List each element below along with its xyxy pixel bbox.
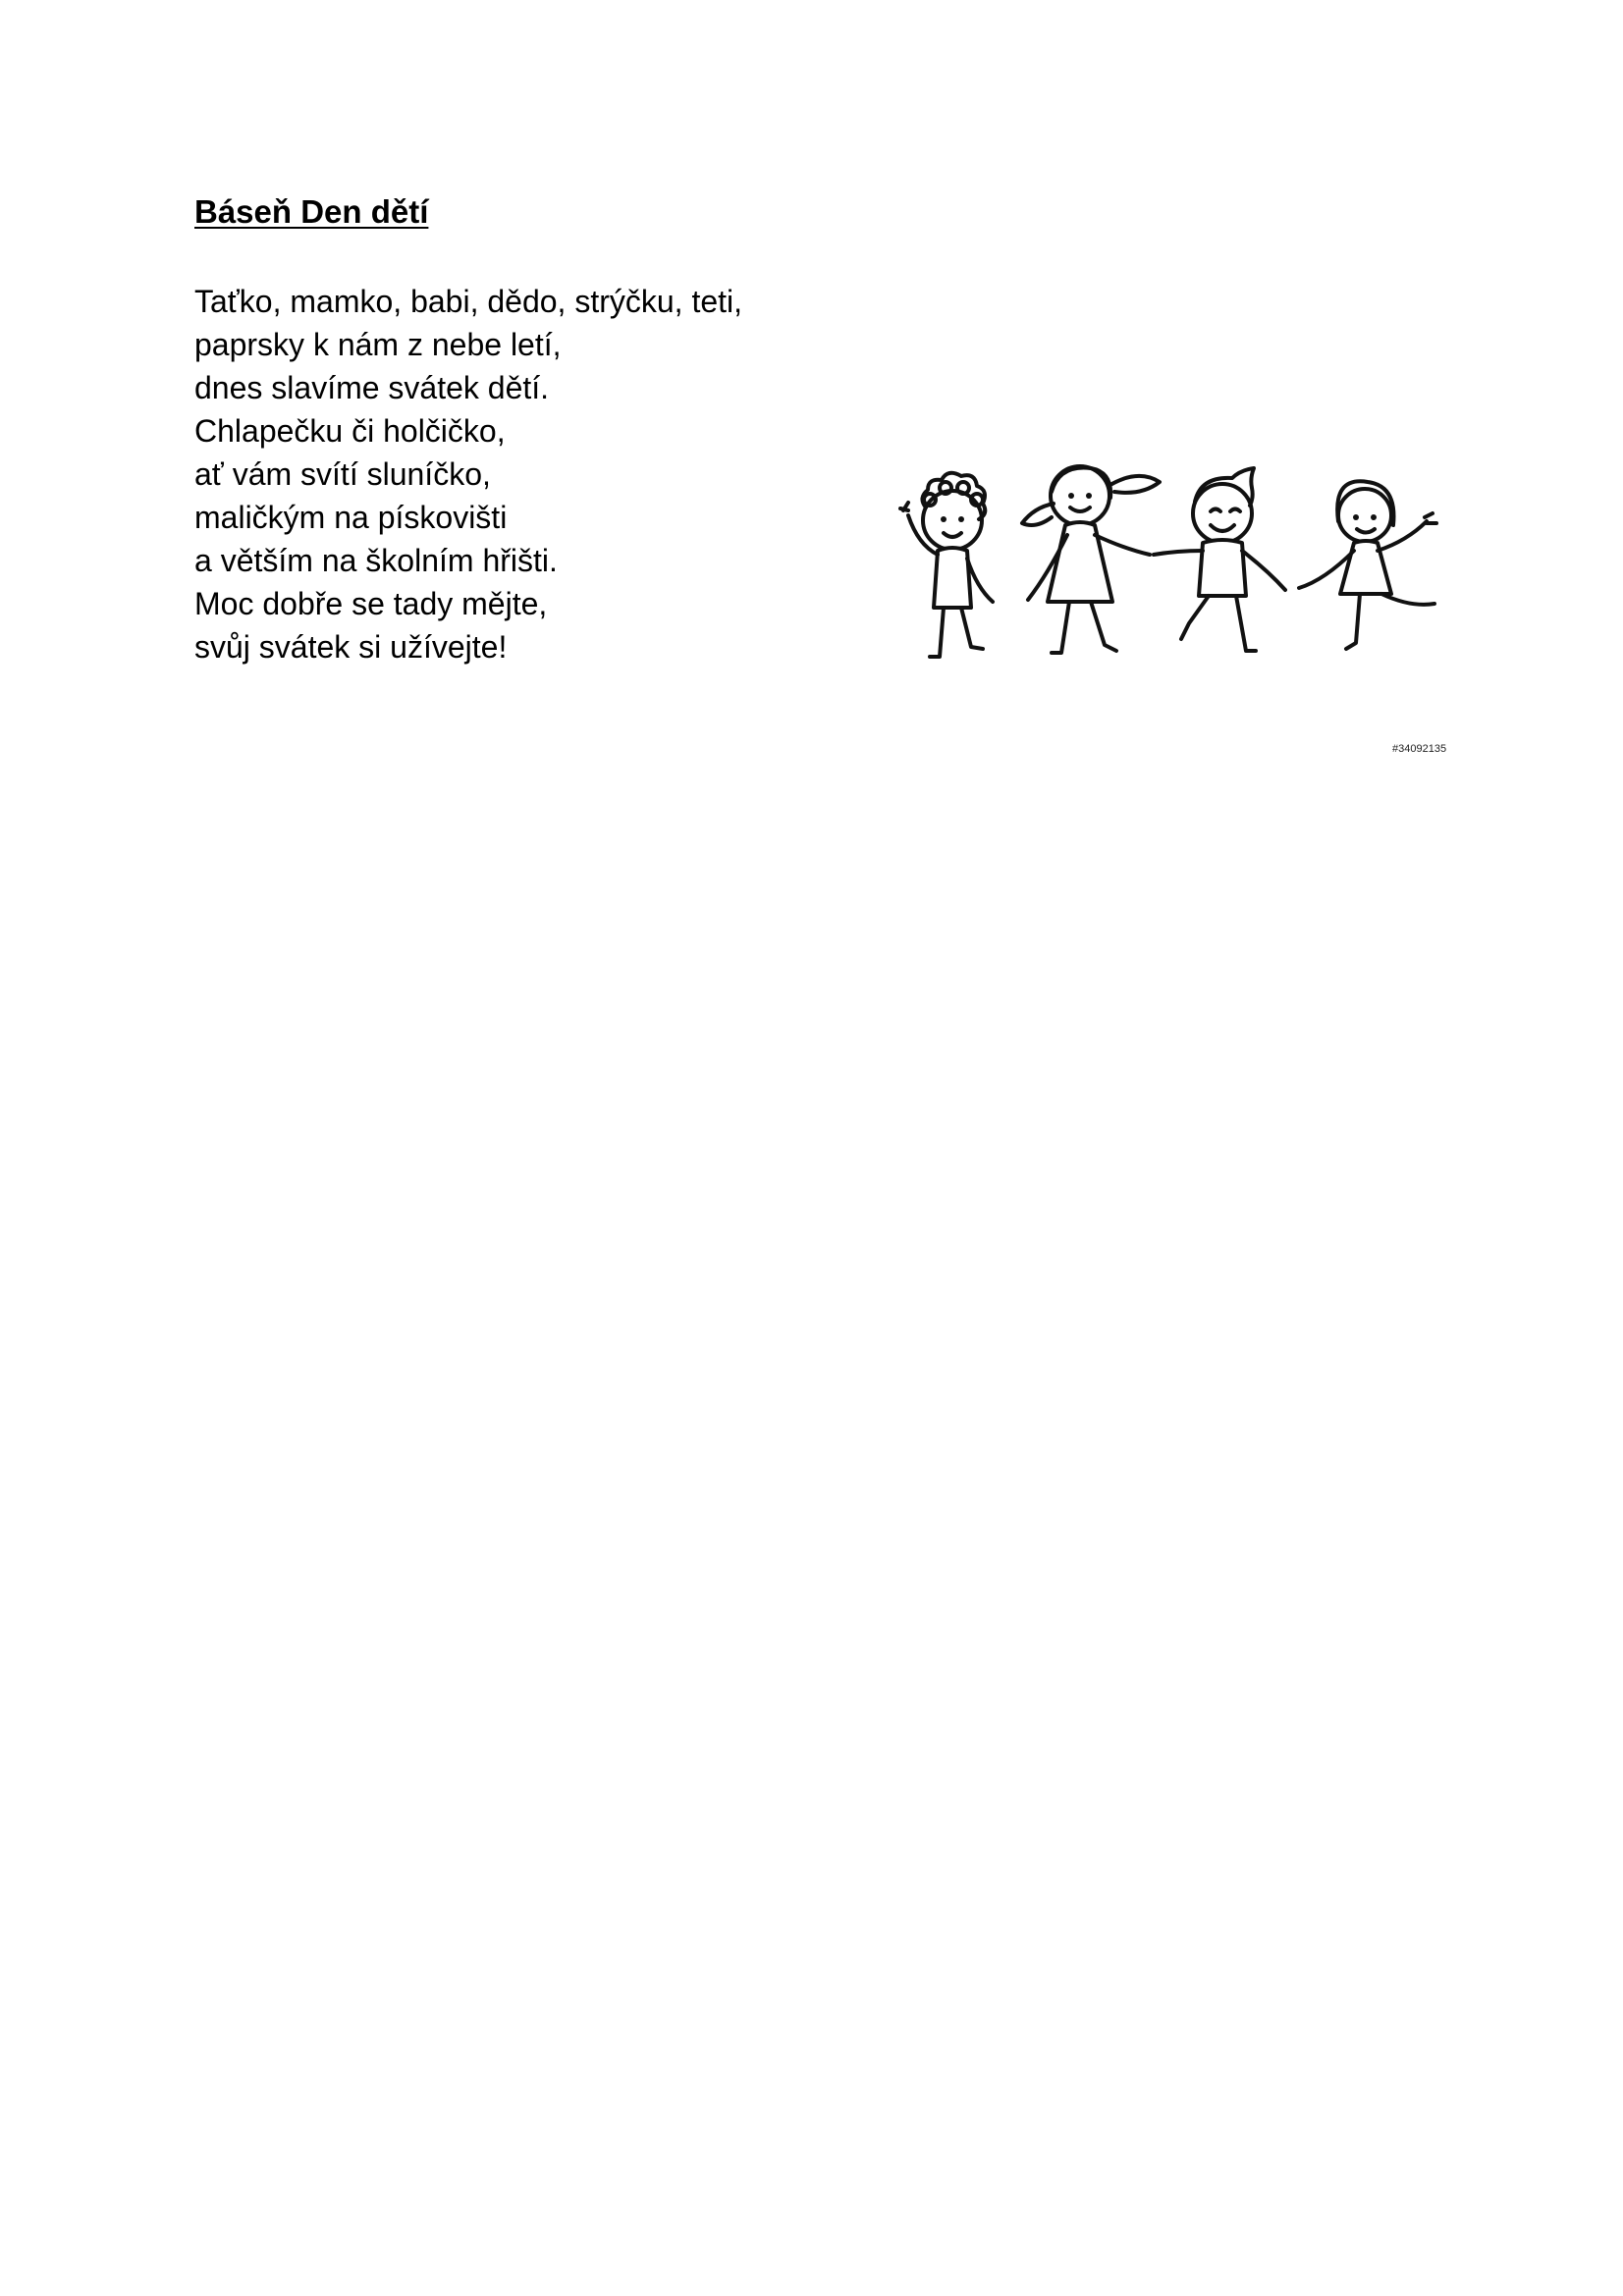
smiling-boy-figure — [1154, 468, 1285, 651]
poem-body — [194, 280, 742, 668]
poem-line: dnes slavíme svátek dětí. — [194, 370, 550, 405]
bob-girl-figure — [1299, 481, 1436, 649]
poem-line: Moc dobře se tady mějte, — [194, 586, 548, 621]
pigtail-girl-figure — [1022, 466, 1160, 653]
children-holding-hands-illustration — [869, 456, 1463, 682]
poem-line: maličkým na pískovišti — [194, 500, 508, 535]
poem-line: svůj svátek si užívejte! — [194, 629, 508, 665]
illustration-id-caption: #34092135 — [1392, 743, 1447, 755]
poem-line: paprsky k nám z nebe letí, — [194, 327, 562, 362]
poem-line: Taťko, mamko, babi, dědo, strýčku, teti, — [194, 284, 743, 319]
poem-line: ať vám svítí sluníčko, — [194, 456, 491, 492]
curly-boy-figure — [900, 473, 993, 657]
poem-title: Báseň Den dětí — [194, 193, 429, 230]
poem-line: Chlapečku či holčičko, — [194, 413, 506, 449]
poem-line: a větším na školním hřišti. — [194, 543, 558, 578]
